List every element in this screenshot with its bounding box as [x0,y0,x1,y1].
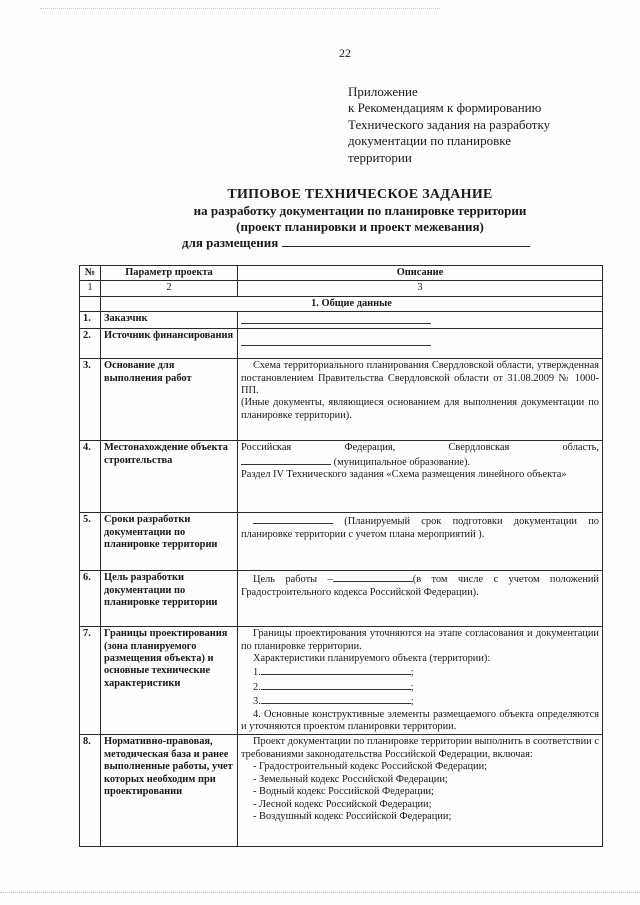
fill-line [253,514,333,524]
index-cell: 2 [101,281,238,296]
desc-list-item: - Водный кодекс Российской Федерации; [253,786,434,798]
row-number: 6. [80,571,101,627]
desc-paragraph: Характеристики планируемого объекта (территории): [253,653,491,665]
section-title: 1. Общие данные [101,296,603,311]
row-param: Сроки разработки документации по планировке территории [101,513,238,571]
header-desc: Описание [238,266,603,281]
table-row [80,312,603,329]
index-cell: 1 [80,281,101,296]
table-index-row [80,281,603,296]
desc-list-item: - Земельный кодекс Российской Федерации; [253,773,448,785]
table-row [80,359,603,441]
desc-paragraph: Схема территориального планирования Свердловской области, утвержденная постановлением Правительства Свердловской области от 31.08.2009 № 1000-ПП. [241,360,599,397]
row-param: Источник финансирования [101,329,238,359]
row-desc [238,627,603,735]
fill-line [261,665,411,675]
appendix-note [348,84,608,166]
desc-list-item: 2. ; [253,681,414,693]
row-number: 5. [80,513,101,571]
table-header-row [80,266,603,281]
row-param: Цель разработки документации по планировке территории [101,571,238,627]
desc-fragment: (муниципальное образование). [333,456,471,468]
title-subtitle: на разработку документации по планировке территории [193,203,527,218]
row-number: 1. [80,312,101,329]
row-desc [238,329,603,359]
fill-line [261,694,411,704]
appendix-line: территории [348,149,412,165]
row-param: Местонахождение объекта строительства [101,441,238,513]
row-desc [238,571,603,627]
desc-list-item: 3. ; [253,696,414,708]
title-placement [182,235,570,251]
row-number: 3. [80,359,101,441]
table-row [80,735,603,847]
title-placement-label: для размещения [182,235,279,250]
table-row [80,627,603,735]
desc-paragraph [241,572,599,599]
desc-list-item: 1. ; [253,667,414,679]
desc-fragment: (Планируемый срок подготовки документации по планировке территории с учетом плана мероприятий ). [241,516,599,540]
row-desc [238,735,603,847]
page-number: 22 [339,46,351,60]
row-number: 2. [80,329,101,359]
row-number: 4. [80,441,101,513]
list-number: 2. [253,681,261,693]
header-param: Параметр проекта [101,266,238,281]
section-row [80,296,603,311]
desc-fragment: (в том числе с учетом положений Градостроительного кодекса Российской Федерации). [241,574,599,598]
placement-fill-line [282,235,530,247]
appendix-line: документации по планировке [348,133,511,149]
table-row [80,513,603,571]
list-number: 3. [253,696,261,708]
desc-paragraph: Границы проектирования уточняются на этапе согласования и документации по планировке территории. [241,628,599,652]
desc-list-item: - Градостроительный кодекс Российской Федерации; [253,761,488,773]
appendix-line: Приложение [348,84,418,99]
fill-line [241,335,431,346]
desc-paragraph [241,514,599,541]
row-desc [238,359,603,441]
appendix-line: Технического задания на разработку [348,116,551,132]
fill-line [333,572,413,582]
desc-paragraph: Проект документации по планировке территории выполнить в соответствии с требованиями законодательства Российской Федерации, включая: [241,736,599,760]
desc-paragraph: 4. Основные конструктивные элементы размещаемого объекта определяются и уточняются проектом планировки территории. [241,708,599,733]
row-desc [238,312,603,329]
fill-line [241,455,331,465]
fill-line [241,313,431,324]
row-param: Заказчик [101,312,238,329]
desc-paragraph [241,455,599,469]
row-param: Основание для выполнения работ [101,359,238,441]
table-row [80,571,603,627]
desc-paragraph: Российская Федерация, Свердловская область, [241,442,599,454]
row-desc [238,441,603,513]
title-subtitle-project: (проект планировки и проект межевания) [236,219,484,234]
row-number: 8. [80,735,101,847]
table-row [80,441,603,513]
row-number: 7. [80,627,101,735]
appendix-line: к Рекомендациям к формированию [348,100,542,116]
index-cell: 3 [238,281,603,296]
list-number: 1. [253,667,261,679]
desc-fragment: Цель работы – [253,574,333,586]
title-main: ТИПОВОЕ ТЕХНИЧЕСКОЕ ЗАДАНИЕ [227,187,493,202]
table-row [80,329,603,359]
row-param: Границы проектирования (зона планируемого размещения объекта) и основные технические характеристики [101,627,238,735]
header-num: № [80,266,101,281]
desc-paragraph: Раздел IV Технического задания «Схема размещения линейного объекта» [241,469,567,481]
scan-edge-top [40,8,440,10]
section-empty [80,296,101,311]
document-title [150,186,570,251]
fill-line [261,680,411,690]
spec-table [79,265,603,847]
row-param: Нормативно-правовая, методическая база и ранее выполненные работы, учет которых необходим при проектировании [101,735,238,847]
scan-edge-bottom [0,892,640,894]
desc-paragraph: (Иные документы, являющиеся основанием для выполнения документации по планировке территории). [241,397,599,421]
row-desc [238,513,603,571]
desc-list-item: - Воздушный кодекс Российской Федерации; [253,810,452,822]
desc-list-item: - Лесной кодекс Российской Федерации; [253,798,432,810]
